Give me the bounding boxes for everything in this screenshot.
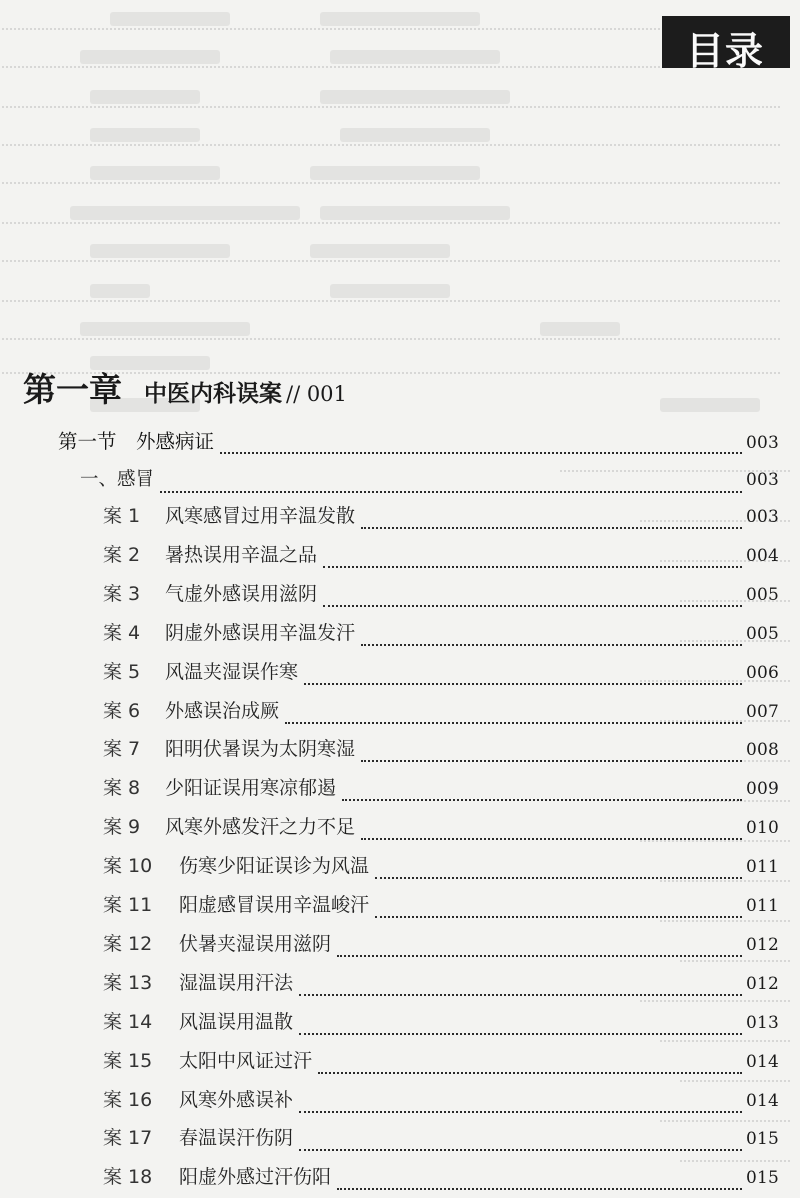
dot-leader [299,990,742,996]
case-title: 太阳中风证过汗 [179,1049,313,1072]
case-entry[interactable] [103,734,779,770]
case-entry[interactable] [103,773,779,809]
case-title: 阳明伏暑误为太阴寒湿 [165,738,356,761]
case-page: 003 [745,507,779,527]
case-entry[interactable] [103,929,779,965]
case-entry[interactable] [103,579,779,615]
case-entry[interactable] [103,1007,779,1043]
dot-leader [323,562,742,568]
toc-subsection-entry[interactable] [80,465,779,501]
case-number: 案 12 [103,932,153,955]
chapter-name: 中医内科误案 [144,381,282,407]
toc-title-tab [662,16,790,73]
case-title: 风寒感冒过用辛温发散 [165,505,356,527]
case-page: 011 [745,896,779,916]
case-title: 气虚外感误用滋阴 [165,582,318,605]
dot-leader [299,1145,742,1151]
case-number: 案 2 [103,543,141,566]
case-page: 010 [745,818,779,839]
case-entry[interactable] [103,618,779,654]
case-page: 014 [745,1090,779,1111]
case-number: 案 7 [103,738,141,761]
case-page: 014 [745,1051,779,1072]
case-page: 012 [745,973,779,994]
case-page: 009 [745,779,779,800]
case-entry[interactable] [103,1123,779,1159]
case-number: 案 18 [103,1166,153,1189]
case-title: 阴虚外感误用辛温发汗 [165,621,356,644]
dot-leader [337,1184,742,1190]
dot-leader [285,718,742,724]
chapter-heading[interactable] [23,364,347,411]
case-title: 风温夹湿误作寒 [165,660,299,683]
case-page: 011 [745,857,779,878]
chapter-page: // 001 [286,382,347,406]
case-page: 015 [745,1129,779,1150]
case-entry[interactable] [103,1046,779,1082]
dot-leader [361,523,742,529]
case-number: 案 11 [103,894,153,916]
case-number: 案 9 [103,816,141,839]
case-entry[interactable] [103,968,779,1004]
case-page: 004 [745,545,779,566]
dot-leader [220,448,742,454]
dot-leader [375,873,742,879]
dot-leader [342,795,742,801]
case-title: 外感误治成厥 [165,699,280,722]
dot-leader [361,756,742,762]
case-title: 阳虚外感过汗伤阳 [179,1166,332,1189]
section-page: 003 [745,433,779,453]
case-number: 案 13 [103,971,153,994]
dot-leader [337,951,742,957]
case-entry[interactable] [103,1162,779,1198]
case-title: 风寒外感发汗之力不足 [165,816,356,839]
case-title: 春温误汗伤阴 [179,1127,294,1150]
case-number: 案 1 [103,505,141,527]
case-entry[interactable] [103,1085,779,1121]
case-entry[interactable] [103,657,779,693]
case-number: 案 16 [103,1088,153,1111]
case-number: 案 17 [103,1127,153,1150]
dot-leader [299,1107,742,1113]
case-title: 伏暑夹湿误用滋阴 [179,932,332,955]
case-page: 005 [745,623,779,644]
case-entry[interactable] [103,696,779,732]
case-entry[interactable] [103,890,779,926]
section-label: 第一节 外感病证 [58,430,215,453]
dot-leader [299,1029,742,1035]
case-title: 湿温误用汗法 [179,971,294,994]
case-page: 006 [745,662,779,683]
subsection-label: 一、感冒 [80,469,155,490]
dot-leader [375,912,742,918]
dot-leader [323,601,742,607]
dot-leader [318,1068,742,1074]
case-page: 005 [745,584,779,605]
case-number: 案 15 [103,1049,153,1072]
toc-title: 目录 [686,29,765,73]
case-number: 案 10 [103,855,153,878]
case-page: 008 [745,740,779,761]
dot-leader [361,640,742,646]
case-page: 012 [745,934,779,955]
case-number: 案 8 [103,777,141,800]
case-title: 暑热误用辛温之品 [165,543,318,566]
case-entry[interactable] [103,851,779,887]
case-title: 阳虚感冒误用辛温峻汗 [179,894,370,916]
case-number: 案 14 [103,1010,153,1033]
case-number: 案 5 [103,660,141,683]
case-page: 013 [745,1012,779,1033]
case-number: 案 6 [103,699,141,722]
subsection-page: 003 [745,470,779,490]
case-entry[interactable] [103,540,779,576]
dot-leader [361,834,742,840]
case-number: 案 3 [103,582,141,605]
dot-leader [160,487,742,493]
case-entry[interactable] [103,501,779,537]
chapter-number: 第一章 [23,370,122,409]
case-title: 少阳证误用寒凉郁遏 [165,777,337,800]
toc-section-entry[interactable] [58,426,779,462]
case-title: 风温误用温散 [179,1010,294,1033]
dot-leader [304,679,742,685]
case-entry[interactable] [103,812,779,848]
case-page: 007 [745,701,779,722]
case-number: 案 4 [103,621,141,644]
case-page: 015 [745,1168,779,1189]
case-title: 伤寒少阳证误诊为风温 [179,855,370,878]
case-title: 风寒外感误补 [179,1088,294,1111]
